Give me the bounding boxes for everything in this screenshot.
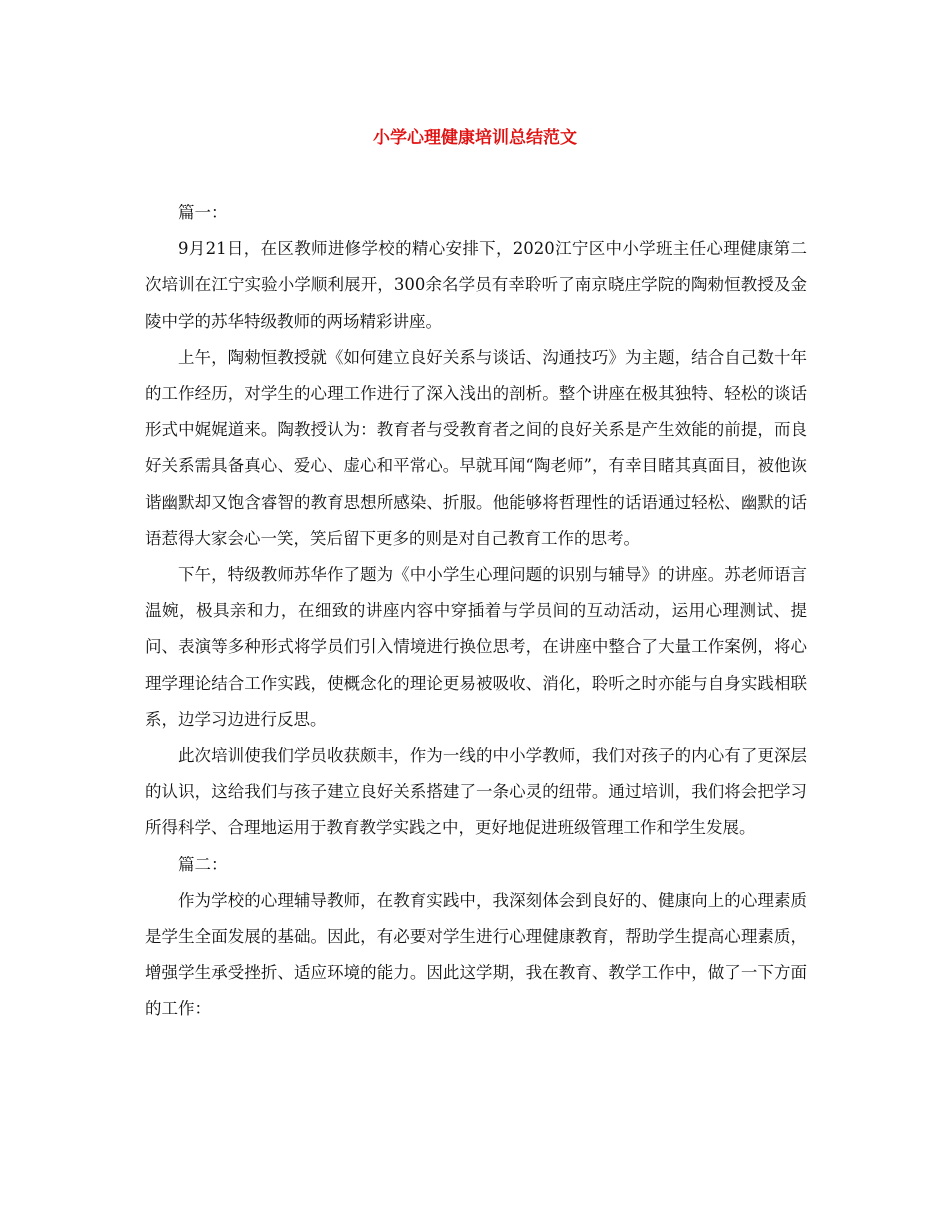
paragraph: 下午，特级教师苏华作了题为《中小学生心理问题的识别与辅导》的讲座。苏老师语言温婉，极具亲和力，在细致的讲座内容中穿插着与学员间的互动活动，运用心理测试、提问、表演等多种形式将学员们引入情境进行换位思考，在讲座中整合了大量工作案例，将心理学理论结合工作实践，使概念化的理论更易被吸收、消化，聆听之时亦能与自身实践相联系，边学习边进行反思。 [145, 565, 807, 729]
paragraph: 作为学校的心理辅导教师，在教育实践中，我深刻体会到良好的、健康向上的心理素质是学生全面发展的基础。因此，有必要对学生进行心理健康教育，帮助学生提高心理素质，增强学生承受挫折、适应环境的能力。因此这学期，我在教育、教学工作中，做了一下方面的工作： [145, 890, 807, 1019]
paragraph: 9月21日，在区教师进修学校的精心安排下，2020江宁区中小学班主任心理健康第二次培训在江宁实验小学顺利展开，300余名学员有幸聆听了南京晓庄学院的陶勑恒教授及金陵中学的苏华特级教师的两场精彩讲座。 [145, 239, 807, 331]
section-heading-1: 篇一： [178, 203, 228, 222]
document-body [145, 195, 807, 1028]
paragraph: 上午，陶勑恒教授就《如何建立良好关系与谈话、沟通技巧》为主题，结合自己数十年的工作经历，对学生的心理工作进行了深入浅出的剖析。整个讲座在极其独特、轻松的谈话形式中娓娓道来。陶教授认为：教育者与受教育者之间的良好关系是产生效能的前提，而良好关系需具备真心、爱心、虚心和平常心。早就耳闻“陶老师”，有幸目睹其真面目，被他诙谐幽默却又饱含睿智的教育思想所感染、折服。他能够将哲理性的话语通过轻松、幽默的话语惹得大家会心一笑，笑后留下更多的则是对自己教育工作的思考。 [145, 347, 807, 548]
section-heading-2: 篇二： [178, 854, 228, 874]
document-title: 小学心理健康培训总结范文 [373, 128, 577, 148]
paragraph: 此次培训使我们学员收获颇丰，作为一线的中小学教师，我们对孩子的内心有了更深层的认识，这给我们与孩子建立良好关系搭建了一条心灵的纽带。通过培训，我们将会把学习所得科学、合理地运用于教育教学实践之中，更好地促进班级管理工作和学生发展。 [145, 746, 807, 838]
